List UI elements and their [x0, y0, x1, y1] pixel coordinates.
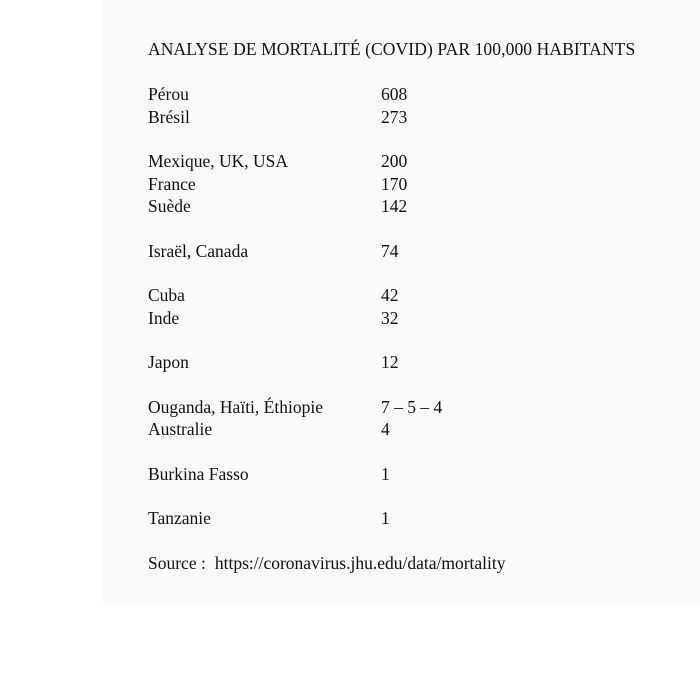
country-name: Ouganda, Haïti, Éthiopie — [148, 396, 323, 417]
mortality-value: 42 — [381, 285, 399, 305]
table-row — [148, 463, 588, 486]
country-name: France — [148, 173, 196, 194]
table-group — [148, 83, 588, 128]
table-group — [148, 507, 588, 530]
table-row — [148, 173, 588, 196]
table-row — [148, 106, 588, 129]
country-name: Mexique, UK, USA — [148, 151, 288, 171]
mortality-value: 7 – 5 – 4 — [381, 396, 443, 417]
source-label: Source : — [148, 553, 206, 573]
country-name: Cuba — [148, 285, 185, 305]
source-line — [148, 552, 505, 574]
country-name: Israël, Canada — [148, 240, 249, 261]
mortality-value: 4 — [381, 419, 390, 439]
table-row — [148, 507, 588, 530]
table-row — [148, 307, 588, 330]
country-name: Australie — [148, 419, 213, 439]
mortality-value: 12 — [381, 352, 399, 372]
mortality-value: 1 — [381, 508, 390, 528]
mortality-table — [148, 83, 588, 552]
table-row — [148, 351, 588, 374]
source-link[interactable]: https://coronavirus.jhu.edu/data/mortality — [214, 553, 506, 573]
mortality-value: 74 — [381, 240, 399, 261]
table-group — [148, 240, 588, 263]
table-row — [148, 284, 588, 307]
table-group — [148, 396, 588, 441]
document-title: ANALYSE DE MORTALITÉ (COVID) PAR 100,000 HABITANTS — [148, 39, 636, 59]
table-group — [148, 284, 588, 329]
country-name: Inde — [148, 307, 180, 328]
country-name: Suède — [148, 196, 191, 216]
mortality-value: 200 — [381, 151, 408, 171]
mortality-value: 32 — [381, 307, 399, 328]
table-row — [148, 83, 588, 106]
country-name: Pérou — [148, 84, 189, 104]
table-group — [148, 150, 588, 218]
table-row — [148, 150, 588, 173]
mortality-value: 273 — [381, 106, 408, 127]
country-name: Japon — [148, 352, 189, 372]
mortality-value: 142 — [381, 196, 408, 216]
table-row — [148, 195, 588, 218]
table-group — [148, 351, 588, 374]
mortality-value: 170 — [381, 173, 408, 194]
country-name: Tanzanie — [148, 508, 211, 528]
mortality-value: 1 — [381, 463, 390, 484]
table-row — [148, 240, 588, 263]
table-row — [148, 418, 588, 441]
table-row — [148, 396, 588, 419]
country-name: Burkina Fasso — [148, 463, 249, 484]
mortality-value: 608 — [381, 84, 408, 104]
table-group — [148, 463, 588, 486]
country-name: Brésil — [148, 106, 190, 127]
